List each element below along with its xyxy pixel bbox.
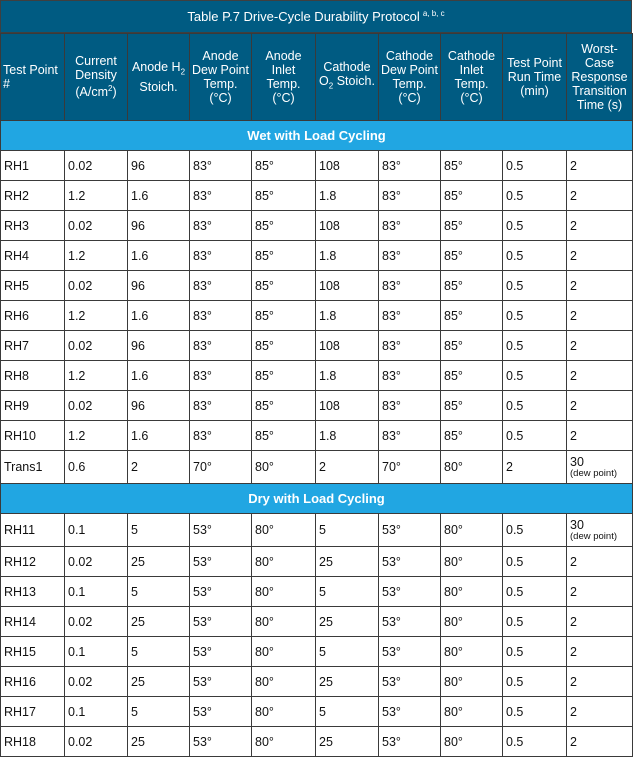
table-row xyxy=(1,391,633,421)
table-cell: 1.6 xyxy=(128,421,190,451)
section-header-row xyxy=(1,484,633,514)
table-cell: 25 xyxy=(128,667,190,697)
table-cell: 53° xyxy=(190,607,252,637)
header-current-density: Current Density $(A/cm^2)$ xyxy=(65,34,128,121)
table-cell: 0.5 xyxy=(503,361,567,391)
table-cell: 0.5 xyxy=(503,181,567,211)
table-cell: 85° xyxy=(252,361,316,391)
table-cell: 0.5 xyxy=(503,421,567,451)
table-cell: 53° xyxy=(190,547,252,577)
table-cell: RH8 xyxy=(1,361,65,391)
table-cell: 5 xyxy=(316,577,379,607)
table-cell: 1.6 xyxy=(128,301,190,331)
table-cell: 5 xyxy=(128,514,190,547)
table-cell: 96 xyxy=(128,391,190,421)
table-cell: 96 xyxy=(128,211,190,241)
table-title xyxy=(0,0,632,33)
table-cell: 2 xyxy=(567,667,633,697)
table-cell: 85° xyxy=(252,421,316,451)
table-row xyxy=(1,151,633,181)
table-cell: 2 xyxy=(567,301,633,331)
table-cell: 5 xyxy=(316,697,379,727)
table-cell: 108 xyxy=(316,211,379,241)
table-cell: 0.6 xyxy=(65,451,128,484)
table-cell: 83° xyxy=(379,181,441,211)
table-cell: 1.8 xyxy=(316,361,379,391)
table-cell: 83° xyxy=(379,211,441,241)
table-cell: 108 xyxy=(316,331,379,361)
table-cell: Trans1 xyxy=(1,451,65,484)
table-row xyxy=(1,241,633,271)
table-cell: 25 xyxy=(128,607,190,637)
section-label: Wet with Load Cycling xyxy=(1,121,633,151)
table-cell: RH9 xyxy=(1,391,65,421)
table-cell: 25 xyxy=(128,727,190,757)
table-cell: 80° xyxy=(252,514,316,547)
table-row xyxy=(1,667,633,697)
table-cell: RH13 xyxy=(1,577,65,607)
table-cell: 80° xyxy=(252,637,316,667)
table-cell: 0.5 xyxy=(503,241,567,271)
table-cell: 85° xyxy=(252,301,316,331)
table-cell: 0.5 xyxy=(503,151,567,181)
table-cell: 53° xyxy=(190,697,252,727)
table-cell: 83° xyxy=(379,241,441,271)
table-cell: 85° xyxy=(252,211,316,241)
table-cell: 80° xyxy=(441,697,503,727)
table-cell: 0.1 xyxy=(65,697,128,727)
table-row xyxy=(1,727,633,757)
table-cell: 80° xyxy=(252,577,316,607)
table-row xyxy=(1,331,633,361)
table-cell: 2 xyxy=(567,391,633,421)
table-cell: 83° xyxy=(190,241,252,271)
table-cell: 53° xyxy=(190,514,252,547)
table-cell: 2 xyxy=(567,361,633,391)
table-cell: RH14 xyxy=(1,607,65,637)
table-cell: RH7 xyxy=(1,331,65,361)
table-cell: 2 xyxy=(567,271,633,301)
table-cell: 83° xyxy=(379,271,441,301)
table-cell: 80° xyxy=(441,451,503,484)
table-cell: 1.8 xyxy=(316,181,379,211)
table-cell: 83° xyxy=(190,331,252,361)
table-cell: 83° xyxy=(190,211,252,241)
table-cell: 53° xyxy=(379,547,441,577)
table-cell: 85° xyxy=(252,181,316,211)
cell-note: (dew point) xyxy=(570,467,617,479)
table-cell: 108 xyxy=(316,391,379,421)
table-cell: 1.6 xyxy=(128,241,190,271)
table-cell: 83° xyxy=(190,181,252,211)
table-title-text: Table P.7 Drive-Cycle Durability Protocol xyxy=(187,9,420,24)
table-cell: 83° xyxy=(379,391,441,421)
table-cell: 53° xyxy=(379,727,441,757)
table-cell: 80° xyxy=(252,667,316,697)
table-cell: 108 xyxy=(316,271,379,301)
table-row xyxy=(1,211,633,241)
table-cell: 0.02 xyxy=(65,271,128,301)
table-cell: 1.2 xyxy=(65,241,128,271)
table-cell: 85° xyxy=(441,151,503,181)
table-cell: 85° xyxy=(441,361,503,391)
table-cell: 83° xyxy=(379,421,441,451)
table-cell: 25 xyxy=(128,547,190,577)
table-cell: RH11 xyxy=(1,514,65,547)
table-cell: 0.02 xyxy=(65,667,128,697)
table-cell: 53° xyxy=(190,667,252,697)
table-cell: 0.5 xyxy=(503,637,567,667)
header-cathode-inlet: Cathode Inlet Temp. (°C) xyxy=(441,34,503,121)
table-cell: 53° xyxy=(379,514,441,547)
table-title-footnotes: a, b, c xyxy=(422,9,445,18)
table-cell: 0.5 xyxy=(503,727,567,757)
table-cell: 2 xyxy=(567,151,633,181)
table-cell: RH5 xyxy=(1,271,65,301)
table-cell: RH15 xyxy=(1,637,65,667)
table-row xyxy=(1,361,633,391)
table-cell: RH3 xyxy=(1,211,65,241)
table-cell: 1.2 xyxy=(65,361,128,391)
table-cell: 85° xyxy=(441,421,503,451)
table-cell: RH12 xyxy=(1,547,65,577)
table-cell: 70° xyxy=(190,451,252,484)
table-cell: 2 xyxy=(503,451,567,484)
table-cell: 83° xyxy=(379,361,441,391)
table-cell: 53° xyxy=(379,667,441,697)
durability-protocol-table xyxy=(0,33,633,757)
table-cell: RH6 xyxy=(1,301,65,331)
table-cell: 83° xyxy=(190,301,252,331)
table-cell: 0.1 xyxy=(65,637,128,667)
table-cell: 1.8 xyxy=(316,421,379,451)
table-cell: 85° xyxy=(441,331,503,361)
header-anode-h2-stoich: Anode $H_2$ Stoich. xyxy=(128,34,190,121)
table-cell: 53° xyxy=(379,637,441,667)
table-row xyxy=(1,451,633,484)
table-cell: 5 xyxy=(128,637,190,667)
table-cell: 80° xyxy=(441,727,503,757)
table-cell: 80° xyxy=(252,727,316,757)
table-cell: 25 xyxy=(316,607,379,637)
table-cell: 5 xyxy=(128,697,190,727)
table-cell: 0.02 xyxy=(65,547,128,577)
table-row xyxy=(1,547,633,577)
table-cell: 83° xyxy=(379,151,441,181)
table-cell: 5 xyxy=(128,577,190,607)
table-cell: 80° xyxy=(441,577,503,607)
table-cell: 2 xyxy=(128,451,190,484)
table-cell: 0.5 xyxy=(503,331,567,361)
cell-value: 30 xyxy=(570,454,584,469)
table-cell: 0.5 xyxy=(503,577,567,607)
table-cell: RH1 xyxy=(1,151,65,181)
table-cell: 80° xyxy=(252,607,316,637)
table-cell: 1.2 xyxy=(65,421,128,451)
table-cell: 83° xyxy=(190,271,252,301)
table-cell: 53° xyxy=(379,607,441,637)
table-cell: 1.8 xyxy=(316,301,379,331)
header-anode-dew-point: Anode Dew Point Temp. (°C) xyxy=(190,34,252,121)
table-cell: 96 xyxy=(128,151,190,181)
table-cell: 0.02 xyxy=(65,727,128,757)
table-cell: 0.5 xyxy=(503,547,567,577)
table-cell: 2 xyxy=(567,211,633,241)
table-cell: 85° xyxy=(441,241,503,271)
table-cell: RH4 xyxy=(1,241,65,271)
cell-note: (dew point) xyxy=(570,530,617,542)
table-cell: 83° xyxy=(190,151,252,181)
table-cell: 85° xyxy=(441,211,503,241)
table-cell: 0.02 xyxy=(65,331,128,361)
table-cell: 108 xyxy=(316,151,379,181)
table-cell: 1.8 xyxy=(316,241,379,271)
table-row xyxy=(1,637,633,667)
table-cell: 80° xyxy=(441,667,503,697)
table-cell: 85° xyxy=(441,271,503,301)
table-cell: 2 xyxy=(567,241,633,271)
table-cell: 80° xyxy=(252,697,316,727)
table-cell: 0.5 xyxy=(503,271,567,301)
header-cathode-dew-point: Cathode Dew Point Temp. (°C) xyxy=(379,34,441,121)
table-cell: 5 xyxy=(316,637,379,667)
table-cell: 85° xyxy=(252,271,316,301)
table-cell: 25 xyxy=(316,727,379,757)
table-cell: 1.6 xyxy=(128,361,190,391)
table-cell: 80° xyxy=(441,637,503,667)
section-header-row xyxy=(1,121,633,151)
table-cell xyxy=(567,514,633,547)
table-cell: 85° xyxy=(441,301,503,331)
table-cell: 1.6 xyxy=(128,181,190,211)
table-row xyxy=(1,697,633,727)
header-worst-case-transition: Worst-Case Response Transition Time (s) xyxy=(567,34,633,121)
table-cell: 2 xyxy=(567,577,633,607)
table-cell: 0.02 xyxy=(65,391,128,421)
header-anode-inlet: Anode Inlet Temp. (°C) xyxy=(252,34,316,121)
table-cell: 0.5 xyxy=(503,607,567,637)
table-cell: 83° xyxy=(190,421,252,451)
table-cell: 2 xyxy=(567,421,633,451)
table-cell: 53° xyxy=(379,577,441,607)
table-cell: RH16 xyxy=(1,667,65,697)
table-cell: 80° xyxy=(441,514,503,547)
table-cell: 80° xyxy=(252,451,316,484)
table-cell: 2 xyxy=(567,727,633,757)
section-label: Dry with Load Cycling xyxy=(1,484,633,514)
table-row xyxy=(1,577,633,607)
table-cell: 0.5 xyxy=(503,301,567,331)
table-cell: 0.5 xyxy=(503,697,567,727)
table-row xyxy=(1,301,633,331)
table-cell: 2 xyxy=(567,637,633,667)
table-cell: RH17 xyxy=(1,697,65,727)
table-cell: 96 xyxy=(128,271,190,301)
table-cell: 85° xyxy=(441,391,503,421)
table-cell xyxy=(567,451,633,484)
table-cell: 25 xyxy=(316,667,379,697)
table-cell: 85° xyxy=(252,241,316,271)
table-cell: 53° xyxy=(190,727,252,757)
table-cell: 0.5 xyxy=(503,514,567,547)
header-row xyxy=(1,34,633,121)
table-cell: RH10 xyxy=(1,421,65,451)
table-cell: 2 xyxy=(567,697,633,727)
table-cell: 2 xyxy=(567,547,633,577)
table-cell: 85° xyxy=(252,391,316,421)
table-row xyxy=(1,181,633,211)
table-cell: 85° xyxy=(252,151,316,181)
cell-value: 30 xyxy=(570,517,584,532)
table-body xyxy=(1,121,633,757)
table-cell: 0.5 xyxy=(503,211,567,241)
table-row xyxy=(1,421,633,451)
table-row xyxy=(1,514,633,547)
table-cell: RH2 xyxy=(1,181,65,211)
table-cell: 0.1 xyxy=(65,514,128,547)
table-cell: 25 xyxy=(316,547,379,577)
table-cell: 0.5 xyxy=(503,667,567,697)
table-cell: 96 xyxy=(128,331,190,361)
header-run-time: Test Point Run Time (min) xyxy=(503,34,567,121)
table-cell: 53° xyxy=(379,697,441,727)
table-row xyxy=(1,271,633,301)
table-cell: 5 xyxy=(316,514,379,547)
table-cell: 2 xyxy=(567,181,633,211)
header-test-point: Test Point # xyxy=(1,34,65,121)
table-cell: 2 xyxy=(316,451,379,484)
table-cell: 0.02 xyxy=(65,151,128,181)
table-cell: 83° xyxy=(379,331,441,361)
table-cell: 83° xyxy=(190,361,252,391)
table-cell: 80° xyxy=(252,547,316,577)
table-cell: 53° xyxy=(190,637,252,667)
table-cell: 0.1 xyxy=(65,577,128,607)
table-cell: 0.02 xyxy=(65,607,128,637)
table-cell: 0.02 xyxy=(65,211,128,241)
table-row xyxy=(1,607,633,637)
table-cell: 80° xyxy=(441,547,503,577)
table-cell: 0.5 xyxy=(503,391,567,421)
table-cell: 83° xyxy=(379,301,441,331)
table-cell: 85° xyxy=(441,181,503,211)
table-cell: 70° xyxy=(379,451,441,484)
table-cell: 85° xyxy=(252,331,316,361)
table-cell: 80° xyxy=(441,607,503,637)
table-cell: RH18 xyxy=(1,727,65,757)
table-cell: 1.2 xyxy=(65,301,128,331)
table-cell: 83° xyxy=(190,391,252,421)
table-cell: 1.2 xyxy=(65,181,128,211)
table-cell: 2 xyxy=(567,331,633,361)
header-cathode-o2-stoich: Cathode $O_2$ Stoich. xyxy=(316,34,379,121)
table-cell: 53° xyxy=(190,577,252,607)
table-cell: 2 xyxy=(567,607,633,637)
